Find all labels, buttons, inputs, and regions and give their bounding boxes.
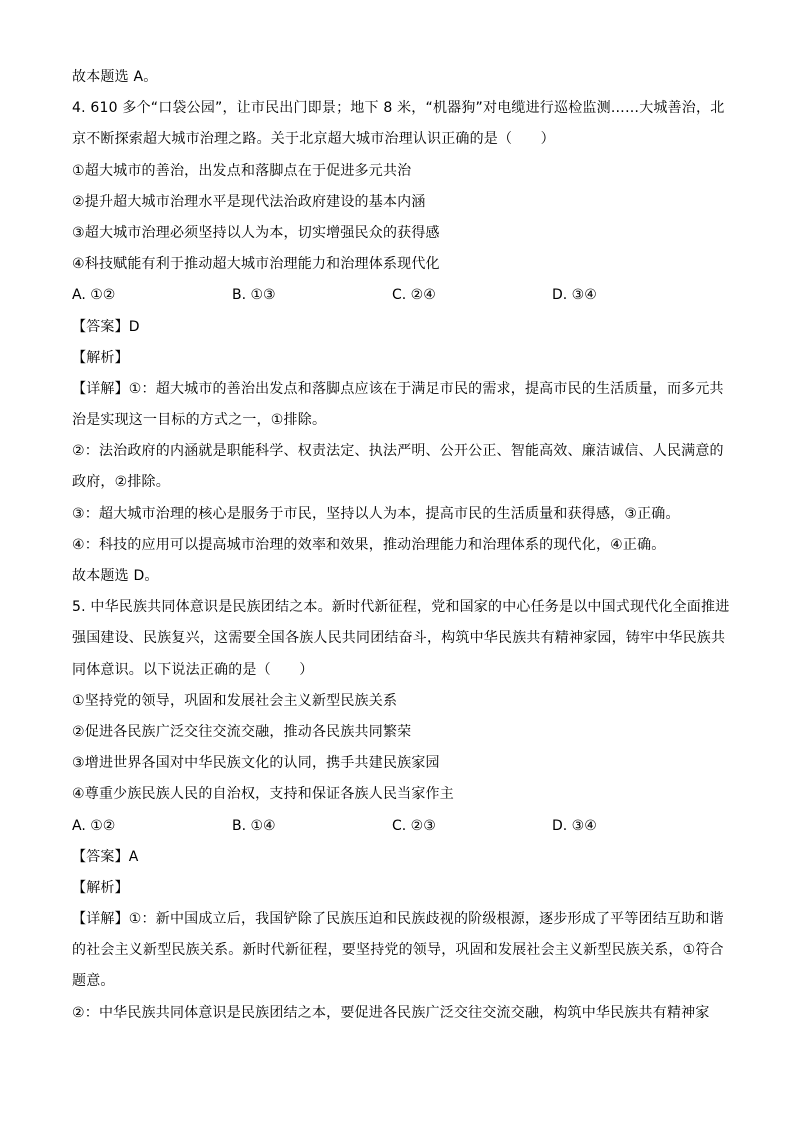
conclusion-line: 故本题选 D。	[72, 568, 159, 584]
statement-item: ③超大城市治理必须坚持以人为本，切实增强民众的获得感	[72, 224, 440, 241]
question-5-options	[72, 811, 724, 842]
text-line: 故本题选 A。	[72, 69, 158, 85]
option-a: A. ①②	[72, 817, 116, 834]
intro-section	[72, 62, 724, 280]
answer-label: 【答案】A	[72, 848, 139, 865]
question-4-stem: 4. 610 多个“口袋公园”，让市民出门即景；地下 8 米，“机器狗”对电缆进行巡检监测……大城善治，北	[72, 100, 725, 117]
statement-item: ②促进各民族广泛交往交流交融，推动各民族共同繁荣	[72, 723, 412, 740]
question-4-answer-section	[72, 312, 730, 811]
answer-label: 【答案】D	[72, 318, 140, 335]
option-c: C. ②③	[392, 817, 436, 834]
explanation-line: ②：法治政府的内涵就是职能科学、权责法定、执法严明、公开公正、智能高效、廉洁诚信、人民满意的	[72, 443, 724, 460]
question-5-stem: 强国建设、民族复兴，这需要全国各族人民共同团结奋斗，构筑中华民族共有精神家园，铸牢中华民族共	[72, 630, 726, 647]
question-5-answer-section	[72, 842, 724, 1029]
document-page	[72, 62, 730, 1029]
statement-item: ③增进世界各国对中华民族文化的认同，携手共建民族家园	[72, 755, 440, 772]
option-c: C. ②④	[392, 287, 436, 304]
explanation-line: ④：科技的应用可以提高城市治理的效率和效果，推动治理能力和治理体系的现代化，④正确。	[72, 536, 666, 553]
statement-item: ①坚持党的领导，巩固和发展社会主义新型民族关系	[72, 692, 398, 709]
explanation-line: 【详解】①：超大城市的善治出发点和落脚点应该在于满足市民的需求，提高市民的生活质量，而多元共	[72, 380, 724, 397]
question-5-stem: 5. 中华民族共同体意识是民族团结之本。新时代新征程，党和国家的中心任务是以中国式现代化全面推进	[72, 599, 730, 616]
question-4-stem: 京不断探索超大城市治理之路。关于北京超大城市治理认识正确的是（ ）	[72, 131, 555, 148]
statement-item: ④尊重少族民族人民的自治权，支持和保证各族人民当家作主	[72, 786, 454, 803]
option-b: B. ①④	[232, 817, 276, 834]
explanation-line: 题意。	[72, 973, 115, 990]
explanation-line: ②：中华民族共同体意识是民族团结之本，要促进各民族广泛交往交流交融，构筑中华民族共有精神家	[72, 1004, 710, 1021]
question-5-stem: 同体意识。以下说法正确的是（ ）	[72, 661, 314, 678]
option-d: D. ③④	[552, 287, 597, 304]
analysis-label: 【解析】	[72, 349, 129, 366]
option-b: B. ①③	[232, 287, 276, 304]
analysis-label: 【解析】	[72, 879, 129, 896]
explanation-line: 治是实现这一目标的方式之一，①排除。	[72, 412, 327, 429]
statement-item: ④科技赋能有利于推动超大城市治理能力和治理体系现代化	[72, 256, 440, 273]
statement-item: ②提升超大城市治理水平是现代法治政府建设的基本内涵	[72, 193, 426, 210]
option-d: D. ③④	[552, 817, 597, 834]
explanation-line: 的社会主义新型民族关系。新时代新征程，要坚持党的领导，巩固和发展社会主义新型民族关系，①符合	[72, 942, 724, 959]
explanation-line: 【详解】①：新中国成立后，我国铲除了民族压迫和民族歧视的阶级根源，逐步形成了平等团结互助和谐	[72, 911, 724, 928]
explanation-line: 政府，②排除。	[72, 474, 170, 491]
option-a: A. ①②	[72, 287, 116, 304]
statement-item: ①超大城市的善治，出发点和落脚点在于促进多元共治	[72, 162, 412, 179]
explanation-line: ③：超大城市治理的核心是服务于市民，坚持以人为本，提高市民的生活质量和获得感，③正确。	[72, 505, 680, 522]
question-4-options	[72, 280, 724, 311]
